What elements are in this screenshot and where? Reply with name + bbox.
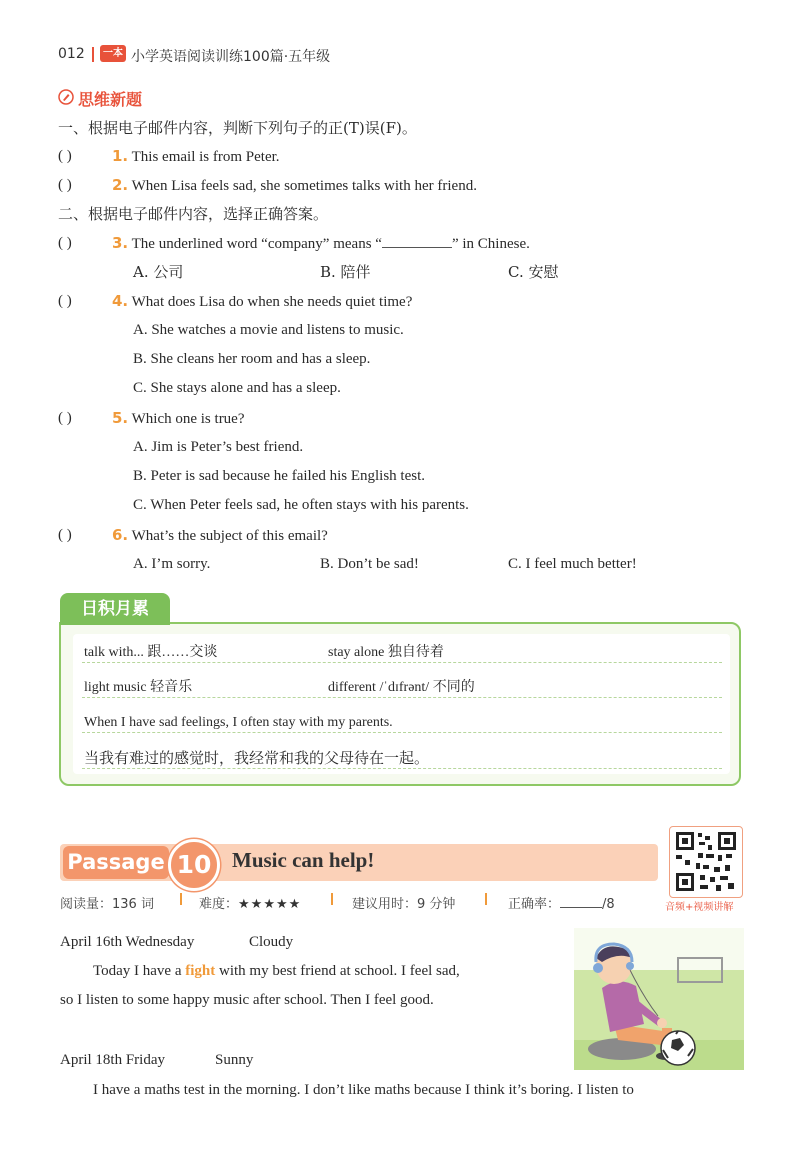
entry1-line1: Today I have a fight with my best friend at school. I feel sad, bbox=[93, 963, 460, 979]
question-4-paren: ( ) bbox=[58, 293, 72, 309]
qr-code[interactable] bbox=[669, 826, 743, 898]
pencil-circle-icon bbox=[58, 89, 74, 105]
entry2-weather: Sunny bbox=[215, 1052, 254, 1068]
question-6-paren: ( ) bbox=[58, 527, 72, 543]
passage-label: Passage bbox=[63, 846, 169, 879]
part1-instruction: 一、根据电子邮件内容，判断下列句子的正(T)误(F)。 bbox=[58, 119, 417, 137]
passage-number: 10 bbox=[168, 839, 220, 891]
question-1-text: 1. This email is from Peter. bbox=[112, 147, 280, 165]
question-1: ( ) bbox=[58, 148, 72, 164]
meta-divider bbox=[180, 893, 182, 905]
q4-option-c: C. She stays alone and has a sleep. bbox=[133, 380, 341, 396]
book-title: 小学英语阅读训练100篇·五年级 bbox=[131, 49, 331, 65]
section-title: 思维新题 bbox=[78, 90, 143, 109]
part2-instruction: 二、根据电子邮件内容，选择正确答案。 bbox=[58, 205, 329, 223]
q6-option-c: C. I feel much better! bbox=[508, 556, 637, 572]
question-5-text: 5. Which one is true? bbox=[112, 409, 245, 427]
qr-label: 音频+视频讲解 bbox=[665, 902, 734, 913]
vocab-stay-alone: stay alone 独自待着 bbox=[328, 645, 444, 660]
boy-listening-illustration bbox=[574, 928, 744, 1070]
difficulty-stars: ★★★★★ bbox=[238, 897, 302, 912]
vocab-highlight: fight bbox=[185, 963, 216, 979]
answer-blank[interactable] bbox=[382, 233, 452, 248]
entry1-date: April 16th Wednesday bbox=[60, 934, 195, 950]
q5-option-a: A. Jim is Peter’s best friend. bbox=[133, 439, 304, 455]
question-4-text: 4. What does Lisa do when she needs quiet time? bbox=[112, 292, 413, 310]
difficulty: 难度：★★★★★ bbox=[199, 897, 302, 912]
accuracy: 正确率： /8 bbox=[508, 897, 615, 912]
q3-option-a: A. 公司 bbox=[133, 263, 184, 281]
q6-option-b: B. Don’t be sad! bbox=[320, 556, 419, 572]
daily-title: 日积月累 bbox=[60, 593, 170, 625]
q4-option-b: B. She cleans her room and has a sleep. bbox=[133, 351, 371, 367]
entry2-line1: I have a maths test in the morning. I don’t like maths because I think it’s boring. I listen to bbox=[93, 1082, 634, 1098]
publisher-logo: 一本 bbox=[100, 45, 126, 62]
entry2-date: April 18th Friday bbox=[60, 1052, 165, 1068]
vocab-talk-with: talk with... 跟……交谈 bbox=[84, 645, 218, 660]
q5-option-c: C. When Peter feels sad, he often stays with his parents. bbox=[133, 497, 469, 513]
entry1-line2: so I listen to some happy music after school. Then I feel good. bbox=[60, 992, 434, 1008]
q5-option-b: B. Peter is sad because he failed his English test. bbox=[133, 468, 426, 484]
question-2-text: 2. When Lisa feels sad, she sometimes talks with her friend. bbox=[112, 176, 477, 194]
vocab-light-music: light music 轻音乐 bbox=[84, 680, 193, 695]
meta-divider bbox=[331, 893, 333, 905]
q3-option-b: B. 陪伴 bbox=[320, 263, 371, 281]
question-5-paren: ( ) bbox=[58, 410, 72, 426]
question-3-paren: ( ) bbox=[58, 235, 72, 251]
meta-divider bbox=[485, 893, 487, 905]
q6-option-a: A. I’m sorry. bbox=[133, 556, 211, 572]
example-sentence-zh: 当我有难过的感觉时，我经常和我的父母待在一起。 bbox=[84, 751, 430, 767]
header-divider bbox=[92, 47, 94, 62]
qr-code-icon bbox=[670, 827, 742, 897]
suggested-time: 建议用时：9 分钟 bbox=[352, 897, 456, 912]
vocab-different: different /ˈdɪfrənt/ 不同的 bbox=[328, 680, 475, 695]
word-count: 阅读量：136 词 bbox=[60, 897, 154, 912]
example-sentence-en: When I have sad feelings, I often stay with my parents. bbox=[84, 715, 393, 730]
q3-option-c: C. 安慰 bbox=[508, 263, 559, 281]
question-3-text: 3. The underlined word “company” means “ ” in Chinese. bbox=[112, 234, 530, 252]
question-6-text: 6. What’s the subject of this email? bbox=[112, 526, 328, 544]
question-2: ( ) bbox=[58, 177, 72, 193]
entry1-weather: Cloudy bbox=[249, 934, 294, 950]
page-number: 012 bbox=[58, 46, 85, 62]
q4-option-a: A. She watches a movie and listens to music. bbox=[133, 322, 404, 338]
passage-title: Music can help! bbox=[232, 848, 375, 872]
